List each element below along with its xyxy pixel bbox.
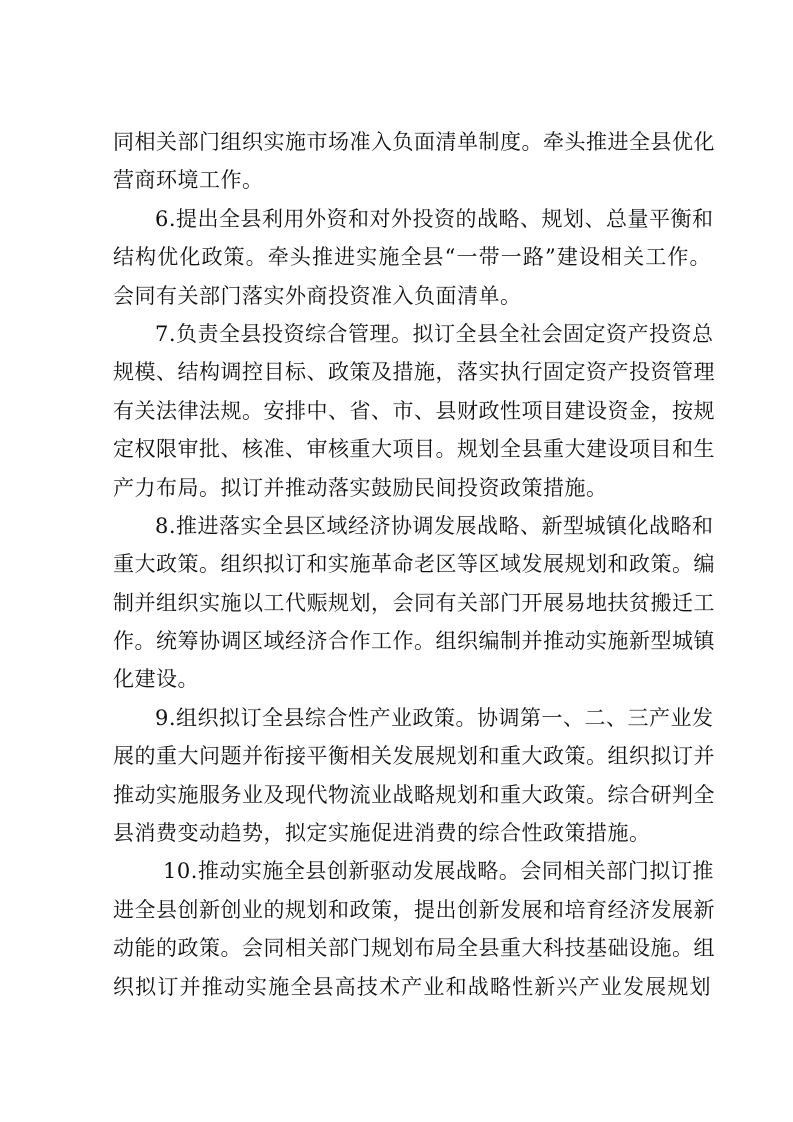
text-line: 制并组织实施以工代赈规划，会同有关部门开展易地扶贫搬迁工 [113,590,715,615]
text-line: 展的重大问题并衔接平衡相关发展规划和重大政策。组织拟订并 [113,744,715,769]
text-line: 规模、结构调控目标、政策及措施，落实执行固定资产投资管理 [113,360,715,385]
text-line: 重大政策。组织拟订和实施革命老区等区域发展规划和政策。编 [113,552,715,577]
paragraph-item-9-start: 9.组织拟订全县综合性产业政策。协调第一、二、三产业发 [155,705,714,730]
text-line: 有关法律法规。安排中、省、市、县财政性项目建设资金，按规 [113,398,715,423]
text-line: 产力布局。拟订并推动落实鼓励民间投资政策措施。 [113,475,608,500]
document-body [113,123,715,1006]
text-line: 定权限审批、核准、审核重大项目。规划全县重大建设项目和生 [113,437,715,462]
text-line: 织拟订并推动实施全县高技术产业和战略性新兴产业发展规划 [113,974,711,999]
text-line: 县消费变动趋势，拟定实施促进消费的综合性政策措施。 [113,821,651,846]
text-line: 营商环境工作。 [113,168,264,193]
text-line: 会同有关部门落实外商投资准入负面清单。 [113,283,522,308]
text-line: 同相关部门组织实施市场准入负面清单制度。牵头推进全县优化 [113,130,715,154]
text-line: 进全县创新创业的规划和政策，提出创新发展和培育经济发展新 [113,897,715,922]
text-line: 动能的政策。会同相关部门规划布局全县重大科技基础设施。组 [113,936,715,961]
paragraph-item-8-start: 8.推进落实全县区域经济协调发展战略、新型城镇化战略和 [155,513,714,538]
paragraph-item-7-start: 7.负责全县投资综合管理。拟订全县全社会固定资产投资总 [155,321,714,346]
text-line: 作。统筹协调区域经济合作工作。组织编制并推动实施新型城镇 [113,629,715,654]
text-line: 推动实施服务业及现代物流业战略规划和重大政策。综合研判全 [113,782,715,807]
paragraph-item-10-start: 10.推动实施全县创新驱动发展战略。会同相关部门拟订推 [163,859,714,884]
text-line: 结构优化政策。牵头推进实施全县“一带一路”建设相关工作。 [113,245,711,270]
text-line: 化建设。 [113,667,199,692]
paragraph-item-6-start: 6.提出全县利用外资和对外投资的战略、规划、总量平衡和 [155,206,714,231]
